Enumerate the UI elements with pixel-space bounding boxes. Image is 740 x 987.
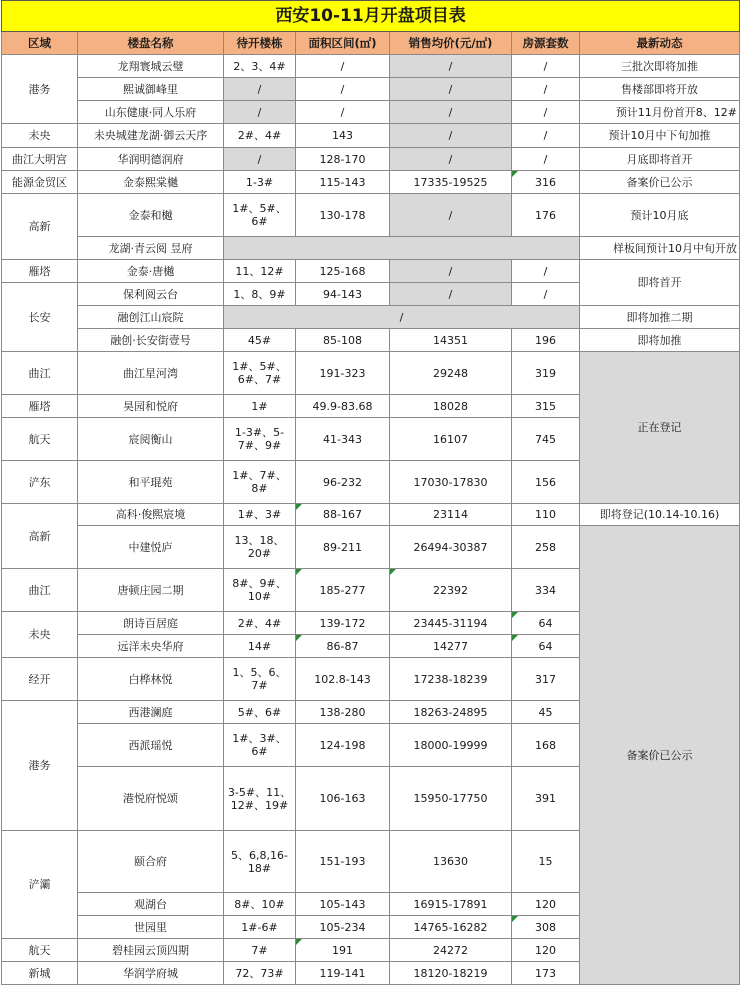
- buildings-cell: /: [224, 148, 296, 171]
- header-units: 房源套数: [512, 32, 580, 55]
- buildings-cell: 2#、4#: [224, 612, 296, 635]
- units-cell: 317: [512, 658, 580, 701]
- project-name: 颐合府: [78, 831, 224, 893]
- area-cell: 119-141: [296, 962, 390, 985]
- units-cell: 316: [512, 171, 580, 194]
- project-name: 碧桂园云顶四期: [78, 939, 224, 962]
- project-table: [1, 0, 740, 985]
- area-cell: /: [296, 55, 390, 78]
- table-row: [2, 237, 740, 260]
- units-cell: 319: [512, 352, 580, 395]
- project-name: 世园里: [78, 916, 224, 939]
- table-row: [2, 55, 740, 78]
- project-name: 熙诚御峰里: [78, 78, 224, 101]
- table-row: [2, 329, 740, 352]
- area-cell: 138-280: [296, 701, 390, 724]
- region-cell: 浐东: [2, 461, 78, 504]
- project-name: 西港澜庭: [78, 701, 224, 724]
- project-name: 金泰熙棠樾: [78, 171, 224, 194]
- price-cell: 26494-30387: [390, 526, 512, 569]
- buildings-cell: 1、8、9#: [224, 283, 296, 306]
- buildings-cell: 1、5、6、7#: [224, 658, 296, 701]
- region-cell: 雁塔: [2, 395, 78, 418]
- project-name: 未央城建龙湖·御云天序: [78, 124, 224, 148]
- price-cell: 24272: [390, 939, 512, 962]
- project-name: 金泰和樾: [78, 194, 224, 237]
- buildings-cell: 1#、3#: [224, 504, 296, 526]
- buildings-cell: 7#: [224, 939, 296, 962]
- region-cell: 浐灞: [2, 831, 78, 939]
- area-cell: 105-234: [296, 916, 390, 939]
- buildings-cell: 72、73#: [224, 962, 296, 985]
- buildings-cell: 1#、3#、6#: [224, 724, 296, 767]
- table-row: [2, 124, 740, 148]
- latest-cell: 备案价已公示: [580, 171, 740, 194]
- units-cell: /: [512, 55, 580, 78]
- table-title: 西安10-11月开盘项目表: [2, 1, 740, 32]
- table-row: [2, 171, 740, 194]
- buildings-cell: 1#、5#、6#、7#: [224, 352, 296, 395]
- region-cell: 航天: [2, 418, 78, 461]
- region-cell: 长安: [2, 283, 78, 352]
- area-cell: 191: [296, 939, 390, 962]
- project-name: 高科·俊熙宸境: [78, 504, 224, 526]
- project-name: 融创江山宸院: [78, 306, 224, 329]
- units-cell: 156: [512, 461, 580, 504]
- units-cell: /: [512, 78, 580, 101]
- header-price: 销售均价(元/㎡): [390, 32, 512, 55]
- buildings-cell: 1-3#: [224, 171, 296, 194]
- price-cell: /: [390, 148, 512, 171]
- price-cell: 23445-31194: [390, 612, 512, 635]
- area-cell: 89-211: [296, 526, 390, 569]
- empty-cell: [224, 237, 580, 260]
- table-row: [2, 352, 740, 395]
- units-cell: 120: [512, 893, 580, 916]
- buildings-cell: 8#、9#、10#: [224, 569, 296, 612]
- buildings-cell: 8#、10#: [224, 893, 296, 916]
- price-cell: 16107: [390, 418, 512, 461]
- latest-cell: 预计10月底: [580, 194, 740, 237]
- area-cell: 96-232: [296, 461, 390, 504]
- latest-cell: 预计11月份首开8、12#: [580, 101, 740, 124]
- table-row: [2, 306, 740, 329]
- region-cell: 曲江: [2, 569, 78, 612]
- table-row: [2, 101, 740, 124]
- latest-cell: 样板间预计10月中旬开放: [580, 237, 740, 260]
- area-cell: 85-108: [296, 329, 390, 352]
- area-cell: 49.9-83.68: [296, 395, 390, 418]
- latest-cell-merged: 备案价已公示: [580, 526, 740, 985]
- region-cell: 新城: [2, 962, 78, 985]
- units-cell: 258: [512, 526, 580, 569]
- project-name: 中建悦庐: [78, 526, 224, 569]
- project-name: 宸阅衡山: [78, 418, 224, 461]
- latest-cell: 即将登记(10.14-10.16): [580, 504, 740, 526]
- price-cell: 18000-19999: [390, 724, 512, 767]
- price-cell: 17238-18239: [390, 658, 512, 701]
- region-cell: 雁塔: [2, 260, 78, 283]
- project-name: 远洋未央华府: [78, 635, 224, 658]
- units-cell: 120: [512, 939, 580, 962]
- table-row: [2, 504, 740, 526]
- units-cell: /: [512, 148, 580, 171]
- project-name: 华润明德润府: [78, 148, 224, 171]
- project-name: 山东健康·同人乐府: [78, 101, 224, 124]
- buildings-cell: 5、6,8,16-18#: [224, 831, 296, 893]
- latest-cell: 售楼部即将开放: [580, 78, 740, 101]
- latest-cell: 即将加推: [580, 329, 740, 352]
- area-cell: /: [296, 78, 390, 101]
- area-cell: 86-87: [296, 635, 390, 658]
- units-cell: 391: [512, 767, 580, 831]
- project-name: 龙翔寰城云璧: [78, 55, 224, 78]
- units-cell: 168: [512, 724, 580, 767]
- latest-cell: 即将加推二期: [580, 306, 740, 329]
- region-cell: 高新: [2, 194, 78, 260]
- project-name: 西派瑶悦: [78, 724, 224, 767]
- project-name: 龙湖·青云阅 昱府: [78, 237, 224, 260]
- header-region: 区域: [2, 32, 78, 55]
- table-row: [2, 148, 740, 171]
- table-row: [2, 526, 740, 569]
- area-cell: 115-143: [296, 171, 390, 194]
- area-cell: 88-167: [296, 504, 390, 526]
- price-cell: /: [390, 260, 512, 283]
- project-name: 港悦府悦颂: [78, 767, 224, 831]
- buildings-cell: /: [224, 101, 296, 124]
- area-cell: 41-343: [296, 418, 390, 461]
- area-cell: 185-277: [296, 569, 390, 612]
- region-cell: 港务: [2, 55, 78, 124]
- area-cell: 143: [296, 124, 390, 148]
- area-cell: 191-323: [296, 352, 390, 395]
- buildings-cell: 1#: [224, 395, 296, 418]
- units-cell: 308: [512, 916, 580, 939]
- buildings-cell: 5#、6#: [224, 701, 296, 724]
- units-cell: 176: [512, 194, 580, 237]
- price-cell: 18120-18219: [390, 962, 512, 985]
- price-cell: /: [390, 124, 512, 148]
- region-cell: 港务: [2, 701, 78, 831]
- price-cell: /: [390, 55, 512, 78]
- area-cell: 106-163: [296, 767, 390, 831]
- area-cell: 124-198: [296, 724, 390, 767]
- region-cell: 曲江大明宫: [2, 148, 78, 171]
- buildings-cell: 3-5#、11、12#、19#: [224, 767, 296, 831]
- price-cell: 18263-24895: [390, 701, 512, 724]
- units-cell: 64: [512, 612, 580, 635]
- price-cell: 29248: [390, 352, 512, 395]
- units-cell: /: [512, 283, 580, 306]
- price-cell: 15950-17750: [390, 767, 512, 831]
- project-name: 朗诗百居庭: [78, 612, 224, 635]
- units-cell: 334: [512, 569, 580, 612]
- units-cell: 196: [512, 329, 580, 352]
- buildings-cell: 14#: [224, 635, 296, 658]
- region-cell: 高新: [2, 504, 78, 569]
- header-buildings: 待开楼栋: [224, 32, 296, 55]
- table-row: [2, 260, 740, 283]
- units-cell: 110: [512, 504, 580, 526]
- units-cell: /: [512, 124, 580, 148]
- units-cell: 64: [512, 635, 580, 658]
- buildings-cell: 2、3、4#: [224, 55, 296, 78]
- price-cell: /: [390, 194, 512, 237]
- area-cell: 125-168: [296, 260, 390, 283]
- area-cell: 151-193: [296, 831, 390, 893]
- latest-cell: 预计10月中下旬加推: [580, 124, 740, 148]
- area-cell: 130-178: [296, 194, 390, 237]
- header-latest: 最新动态: [580, 32, 740, 55]
- region-cell: 经开: [2, 658, 78, 701]
- project-name: 保利阅云台: [78, 283, 224, 306]
- buildings-cell: 11、12#: [224, 260, 296, 283]
- price-cell: 17030-17830: [390, 461, 512, 504]
- units-cell: /: [512, 101, 580, 124]
- price-cell: 22392: [390, 569, 512, 612]
- project-name: 白桦林悦: [78, 658, 224, 701]
- area-cell: 102.8-143: [296, 658, 390, 701]
- project-name: 唐顿庄园二期: [78, 569, 224, 612]
- units-cell: 315: [512, 395, 580, 418]
- price-cell: 14351: [390, 329, 512, 352]
- units-cell: 745: [512, 418, 580, 461]
- area-cell: 128-170: [296, 148, 390, 171]
- price-cell: 18028: [390, 395, 512, 418]
- units-cell: 173: [512, 962, 580, 985]
- project-name: 昊园和悦府: [78, 395, 224, 418]
- buildings-cell: 45#: [224, 329, 296, 352]
- price-cell: /: [390, 283, 512, 306]
- project-name: 金泰·唐樾: [78, 260, 224, 283]
- price-cell: 14277: [390, 635, 512, 658]
- price-cell: 17335-19525: [390, 171, 512, 194]
- latest-cell-merged: 即将首开: [580, 260, 740, 306]
- price-cell: /: [390, 101, 512, 124]
- header-area: 面积区间(㎡): [296, 32, 390, 55]
- latest-cell-merged: 正在登记: [580, 352, 740, 504]
- project-name: 和平琨苑: [78, 461, 224, 504]
- region-cell: 未央: [2, 124, 78, 148]
- price-cell: 23114: [390, 504, 512, 526]
- merged-value-cell: /: [224, 306, 580, 329]
- units-cell: 15: [512, 831, 580, 893]
- units-cell: /: [512, 260, 580, 283]
- buildings-cell: 1#、5#、6#: [224, 194, 296, 237]
- header-project-name: 楼盘名称: [78, 32, 224, 55]
- buildings-cell: 1-3#、5-7#、9#: [224, 418, 296, 461]
- buildings-cell: /: [224, 78, 296, 101]
- area-cell: /: [296, 101, 390, 124]
- project-name: 曲江星河湾: [78, 352, 224, 395]
- table-row: [2, 78, 740, 101]
- area-cell: 139-172: [296, 612, 390, 635]
- price-cell: /: [390, 78, 512, 101]
- project-name: 观湖台: [78, 893, 224, 916]
- price-cell: 14765-16282: [390, 916, 512, 939]
- buildings-cell: 2#、4#: [224, 124, 296, 148]
- region-cell: 未央: [2, 612, 78, 658]
- area-cell: 94-143: [296, 283, 390, 306]
- latest-cell: 月底即将首开: [580, 148, 740, 171]
- buildings-cell: 13、18、20#: [224, 526, 296, 569]
- region-cell: 能源金贸区: [2, 171, 78, 194]
- region-cell: 曲江: [2, 352, 78, 395]
- units-cell: 45: [512, 701, 580, 724]
- price-cell: 13630: [390, 831, 512, 893]
- price-cell: 16915-17891: [390, 893, 512, 916]
- buildings-cell: 1#-6#: [224, 916, 296, 939]
- latest-cell: 三批次即将加推: [580, 55, 740, 78]
- table-row: [2, 194, 740, 237]
- area-cell: 105-143: [296, 893, 390, 916]
- buildings-cell: 1#、7#、8#: [224, 461, 296, 504]
- project-name: 华润学府城: [78, 962, 224, 985]
- region-cell: 航天: [2, 939, 78, 962]
- project-name: 融创·长安街壹号: [78, 329, 224, 352]
